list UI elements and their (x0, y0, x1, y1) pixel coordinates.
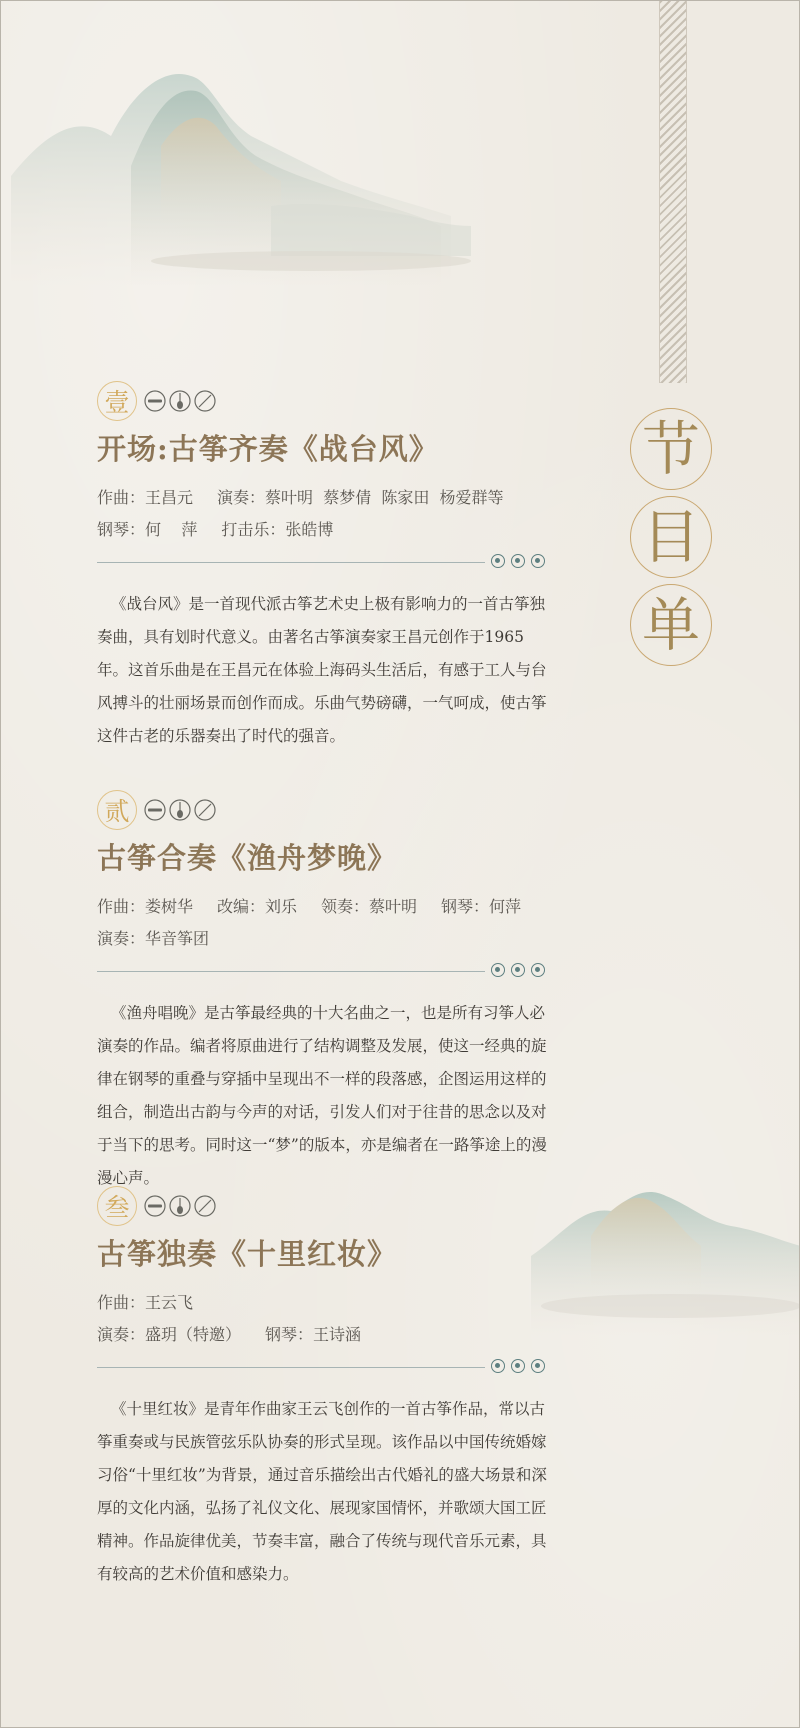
credit-lead: 领奏：蔡叶明 (321, 897, 418, 916)
credit-piano: 钢琴：王诗涵 (265, 1325, 362, 1344)
credit-piano: 钢琴：何萍 (441, 897, 522, 916)
credit-percussion: 打击乐：张皓博 (221, 520, 334, 539)
program-number-row (97, 788, 557, 832)
landscape-painting-bottom (531, 1166, 800, 1336)
credit-performers: 演奏：华音筝团 (97, 929, 210, 948)
flute-icon (144, 1195, 166, 1217)
credits-line (97, 1319, 557, 1351)
program-number-row (97, 379, 557, 423)
credit-composer: 作曲：娄树华 (97, 897, 194, 916)
credit-arranger: 改编：刘乐 (217, 897, 298, 916)
credit-performers: 演奏：蔡叶明 蔡梦倩 陈家田 杨爱群等 (217, 488, 504, 507)
program-number-badge: 壹 (97, 381, 137, 421)
program-description: 《战台风》是一首现代派古筝艺术史上极有影响力的一首古筝独奏曲，具有划时代意义。由著名古筝演奏家王昌元创作于1965年。这首乐曲是在王昌元在体验上海码头生活后，有感于工人与台风搏斗的壮丽场景而创作而成。乐曲气势磅礴，一气呵成，使古筝这件古老的乐器奏出了时代的强音。 (97, 595, 547, 745)
title-char: 单 (630, 584, 712, 666)
flute-icon (144, 799, 166, 821)
credits-line (97, 923, 557, 955)
program-item (97, 379, 557, 753)
bow-icon (194, 799, 216, 821)
title-char: 节 (630, 408, 712, 490)
credits-line (97, 1287, 557, 1319)
credit-piano: 钢琴：何 萍 (97, 520, 198, 539)
credit-composer: 作曲：王昌元 (97, 488, 194, 507)
program-item (97, 1184, 557, 1591)
pipa-icon (169, 799, 191, 821)
credits-line (97, 514, 557, 546)
pipa-icon (169, 1195, 191, 1217)
credits-line (97, 891, 557, 923)
credit-performers: 演奏：盛玥（特邀） (97, 1325, 242, 1344)
landscape-painting-top (11, 56, 481, 286)
flute-icon (144, 390, 166, 412)
program-description: 《十里红妆》是青年作曲家王云飞创作的一首古筝作品，常以古筝重奏或与民族管弦乐队协奏的形式呈现。该作品以中国传统婚嫁习俗“十里红妆”为背景，通过音乐描绘出古代婚礼的盛大场景和深厚的文化内涵，弘扬了礼仪文化、展现家国情怀，并歌颂大国工匠精神。作品旋律优美，节奏丰富，融合了传统与现代音乐元素，具有较高的艺术价值和感染力。 (97, 1400, 547, 1583)
program-credits (97, 891, 557, 955)
bow-icon (194, 390, 216, 412)
credits-line (97, 482, 557, 514)
credit-composer: 作曲：王云飞 (97, 1293, 194, 1312)
pipa-icon (169, 390, 191, 412)
program-item (97, 788, 557, 1195)
program-title: 开场:古筝齐奏《战台风》 (97, 432, 439, 466)
program-description: 《渔舟唱晚》是古筝最经典的十大名曲之一，也是所有习筝人必演奏的作品。编者将原曲进行了结构调整及发展，使这一经典的旋律在钢琴的重叠与穿插中呈现出不一样的段落感，企图运用这样的组合，制造出古韵与今声的对话，引发人们对于往昔的思念以及对于当下的思考。同时这一“梦”的版本，亦是编者在一路筝途上的漫漫心声。 (97, 1004, 547, 1187)
program-number-badge: 贰 (97, 790, 137, 830)
section-divider (97, 963, 545, 981)
program-number-row (97, 1184, 557, 1228)
decorative-stripe (659, 1, 687, 383)
program-credits (97, 482, 557, 546)
bow-icon (194, 1195, 216, 1217)
program-title: 古筝合奏《渔舟梦晚》 (97, 841, 398, 875)
title-char: 目 (630, 496, 712, 578)
program-credits (97, 1287, 557, 1351)
section-divider (97, 554, 545, 572)
section-divider (97, 1359, 545, 1377)
program-title: 古筝独奏《十里红妆》 (97, 1237, 398, 1271)
program-number-badge: 叁 (97, 1186, 137, 1226)
page-title (630, 408, 716, 672)
